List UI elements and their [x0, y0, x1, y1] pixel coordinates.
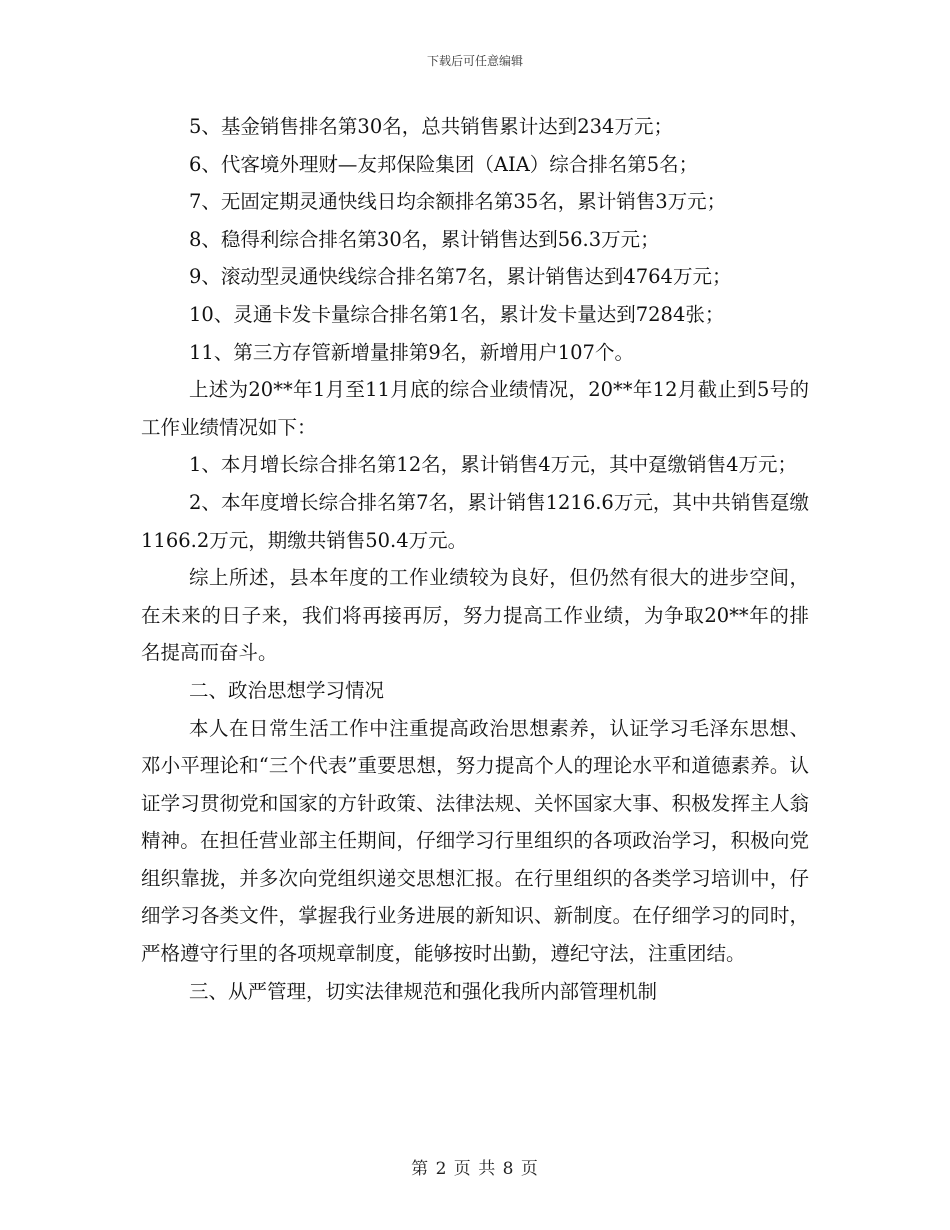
paragraph-third-party-custody: 11、第三方存管新增量排第9名，新增用户107个。 [189, 340, 634, 364]
document-body [141, 108, 809, 1010]
paragraph-rolling-express: 9、滚动型灵通快线综合排名第7名，累计销售达到4764万元； [189, 265, 732, 289]
paragraph-card-issuance: 10、灵通卡发卡量综合排名第1名，累计发卡量达到7284张； [189, 302, 725, 326]
page-number: 第 2 页 共 8 页 [411, 1159, 539, 1179]
paragraph-conclusion: 综上所述，县本年度的工作业绩较为良好，但仍然有很大的进步空间，在未来的日子来，我们将再接再厉，努力提高工作业绩，为争取20**年的排名提高而奋斗。 [141, 566, 809, 665]
paragraph-political-study: 本人在日常生活工作中注重提高政治思想素养，认证学习毛泽东思想、邓小平理论和“三个代表”重要思想，努力提高个人的理论水平和道德素养。认证学习贯彻党和国家的方针政策、法律法规、关怀国家大事、积极发挥主人翁精神。在担任营业部主任期间，仔细学习行里组织的各项政治学习，积极向党组织靠拢，并多次向党组织递交思想汇报。在行里组织的各类学习培训中，仔细学习各类文件，掌握我行业务进展的新知识、新制度。在仔细学习的同时，严格遵守行里的各项规章制度，能够按时出勤，遵纪守法，注重团结。 [141, 716, 809, 966]
paragraph-fund-sales: 5、基金销售排名第30名，总共销售累计达到234万元； [189, 115, 673, 138]
paragraph-wendeli: 8、稳得利综合排名第30名，累计销售达到56.3万元； [189, 227, 660, 251]
paragraph-monthly-growth: 1、本月增长综合排名第12名，累计销售4万元，其中趸缴销售4万元； [189, 453, 798, 477]
section-heading-management: 三、从严管理，切实法律规范和强化我所内部管理机制 [189, 979, 658, 1003]
paragraph-express-balance: 7、无固定期灵通快线日均余额排名第35名，累计销售3万元； [189, 190, 727, 214]
paragraph-summary-intro: 上述为20**年1月至11月底的综合业绩情况，20**年12月截止到5号的工作业绩情况如下： [141, 378, 809, 439]
paragraph-annual-growth: 2、本年度增长综合排名第7名，累计销售1216.6万元，其中共销售趸缴1166.2万元，期缴共销售50.4万元。 [141, 490, 809, 552]
section-heading-political-study: 二、政治思想学习情况 [189, 678, 385, 702]
paragraph-overseas-wealth: 6、代客境外理财—友邦保险集团（AIA）综合排名第5名； [189, 152, 699, 176]
page-header: 下载后可任意编辑 [426, 54, 523, 68]
